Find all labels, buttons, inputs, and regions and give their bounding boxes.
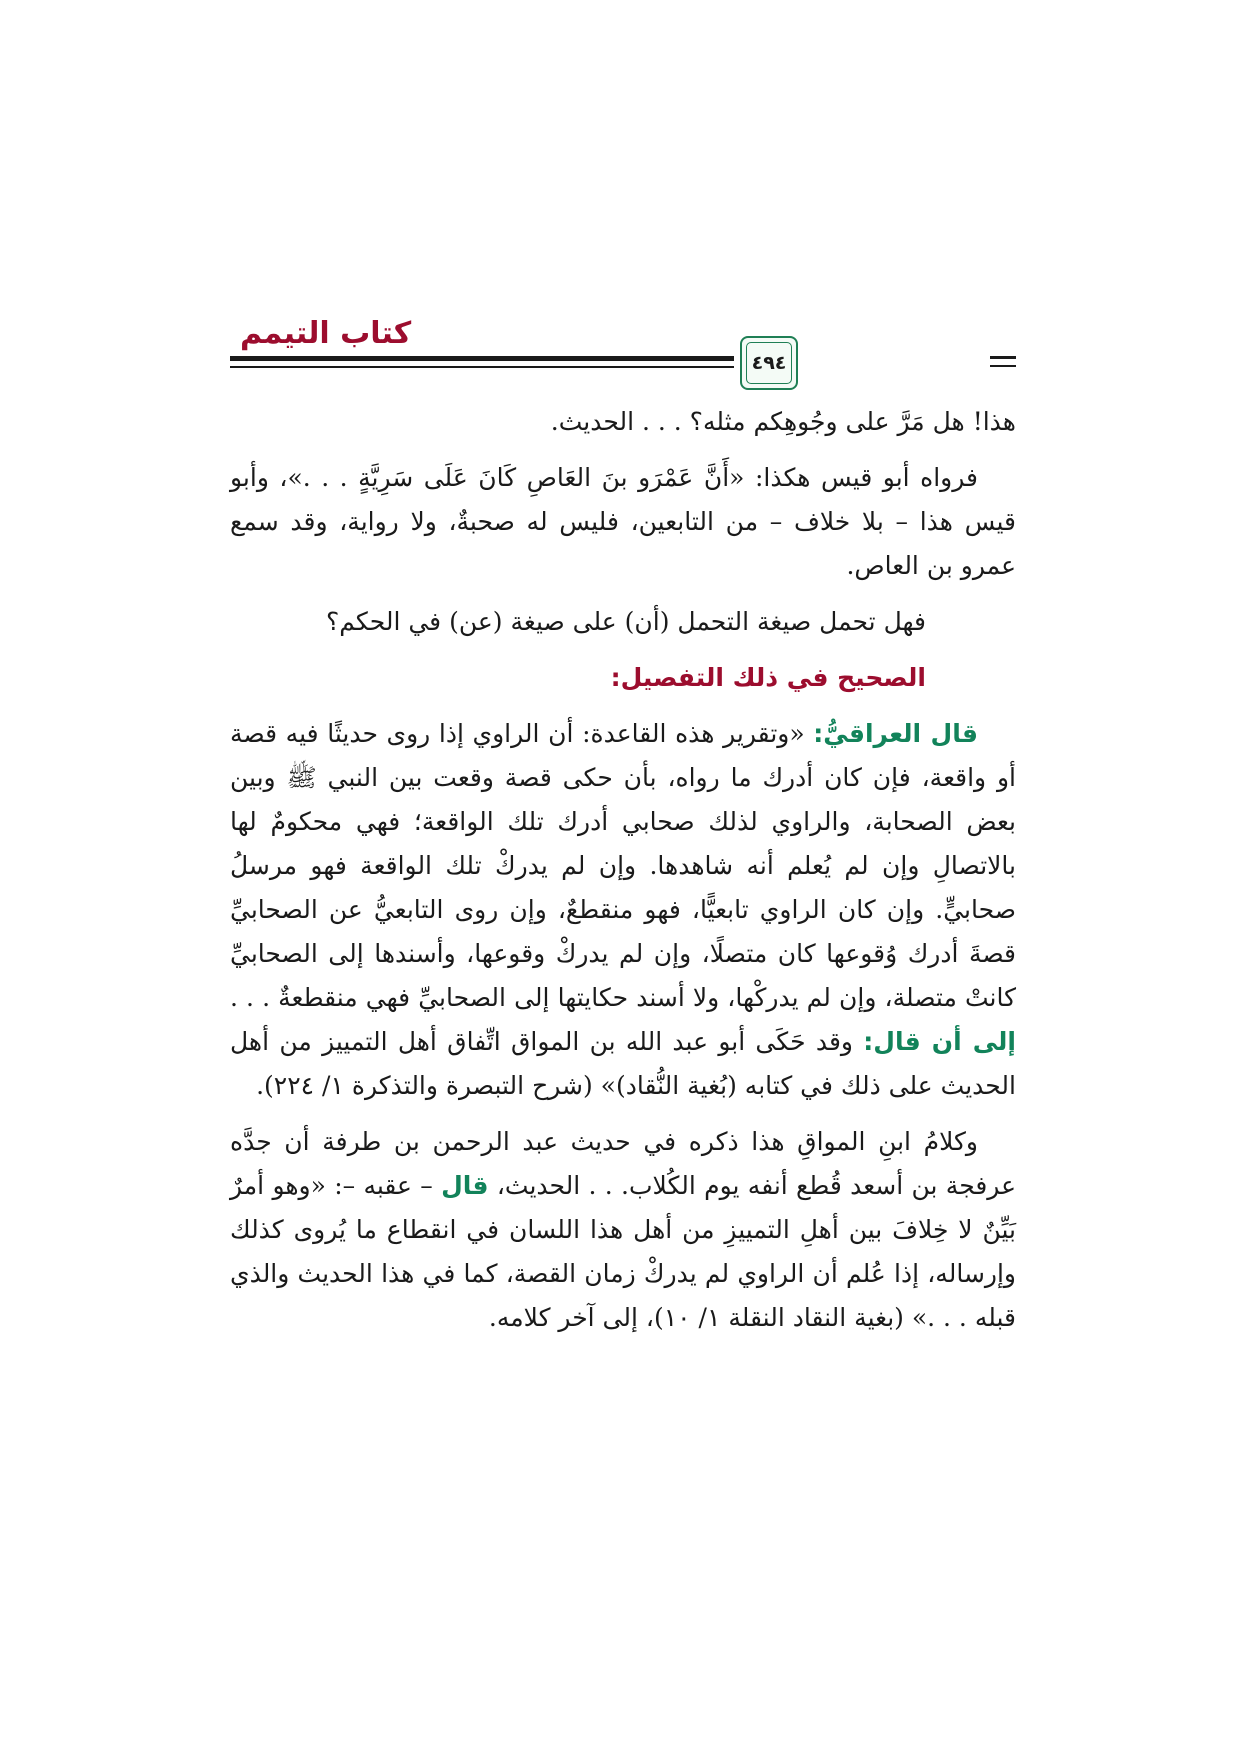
paragraph-4	[230, 712, 1016, 1108]
quote-label-iraqi: قال العراقيُّ:	[813, 719, 978, 748]
paragraph-2: فرواه أبو قيس هكذا: «أَنَّ عَمْرَو بنَ العَاصِ كَانَ عَلَى سَرِيَّةٍ . . .»، وأبو قيس هذا – بلا خلاف – من التابعين، فليس له صحبةٌ، ولا رواية، وقد سمع عمرو بن العاص.	[230, 463, 1016, 580]
book-title: كتاب التيمم	[240, 316, 412, 351]
header-rule-right	[990, 356, 1016, 359]
page-number-badge	[740, 336, 798, 390]
paragraph-4-text-b: وقد حَكَى أبو عبد الله بن المواق اتِّفاق أهل التمييز من أهل الحديث على ذلك في كتابه (بُغية النُّقاد)» (شرح التبصرة والتذكرة ١/ ٢٢٤).	[230, 1027, 1016, 1100]
section-heading: الصحيح في ذلك التفصيل:	[610, 663, 926, 692]
page-number: ٤٩٤	[746, 342, 792, 384]
paragraph-5	[230, 1120, 1016, 1340]
page-header	[230, 316, 1016, 396]
paragraph-5-text-a: وكلامُ ابنِ المواقِ هذا ذكره في حديث عبد الرحمن بن طرفة أن جدَّه عرفجة بن أسعد قُطع أنفه يوم الكُلاب. . . الحديث،	[230, 1127, 1017, 1200]
paragraph-5-text-b: – عقبه –: «وهو أمرٌ بَيِّنٌ لا خِلافَ بين أهلِ التمييزِ من أهل هذا اللسان في انقطاع ما يُروى كذلك وإرساله، إذا عُلم أن الراوي لم يدركْ زمان القصة، كما في هذا الحديث والذي قبله . . .» (بغية النقاد النقلة ١/ ١٠)، إلى آخر كلامه.	[230, 1171, 1016, 1332]
paragraph-4-text-a: «وتقرير هذه القاعدة: أن الراوي إذا روى حديثًا فيه قصة أو واقعة، فإن كان أدرك ما رواه، بأن حكى قصة وقعت بين النبي ﷺ وبين بعض الصحابة، والراوي لذلك صحابي أدرك تلك الواقعة؛ فهي محكومٌ لها بالاتصالِ وإن لم يُعلم أنه شاهدها. وإن لم يدركْ تلك الواقعة فهو مرسلُ صحابيٍّ. وإن كان الراوي تابعيًّا، فهو منقطعٌ، وإن روى التابعيُّ عن الصحابيِّ قصةَ أدرك وُقوعها كان متصلًا، وإن لم يدركْ وقوعها، وأسندها إلى الصحابيِّ كانتْ متصلة، وإن لم يدركْها، ولا أسند حكايتها إلى الصحابيِّ فهي منقطعةٌ . . .	[230, 719, 1016, 1012]
header-rule-thin	[230, 366, 734, 368]
page-body	[230, 400, 1016, 1340]
header-rule-right-thin	[990, 365, 1016, 367]
paragraph-3: فهل تحمل صيغة التحمل (أن) على صيغة (عن) في الحكم؟	[325, 607, 926, 636]
quote-label-qal: قال	[441, 1171, 489, 1200]
paragraph-1: هذا! هل مَرَّ على وجُوهِكم مثله؟ . . . الحديث.	[550, 407, 1016, 436]
header-rule-thick	[230, 356, 734, 361]
quote-label-until: إلى أن قال:	[863, 1027, 1016, 1056]
